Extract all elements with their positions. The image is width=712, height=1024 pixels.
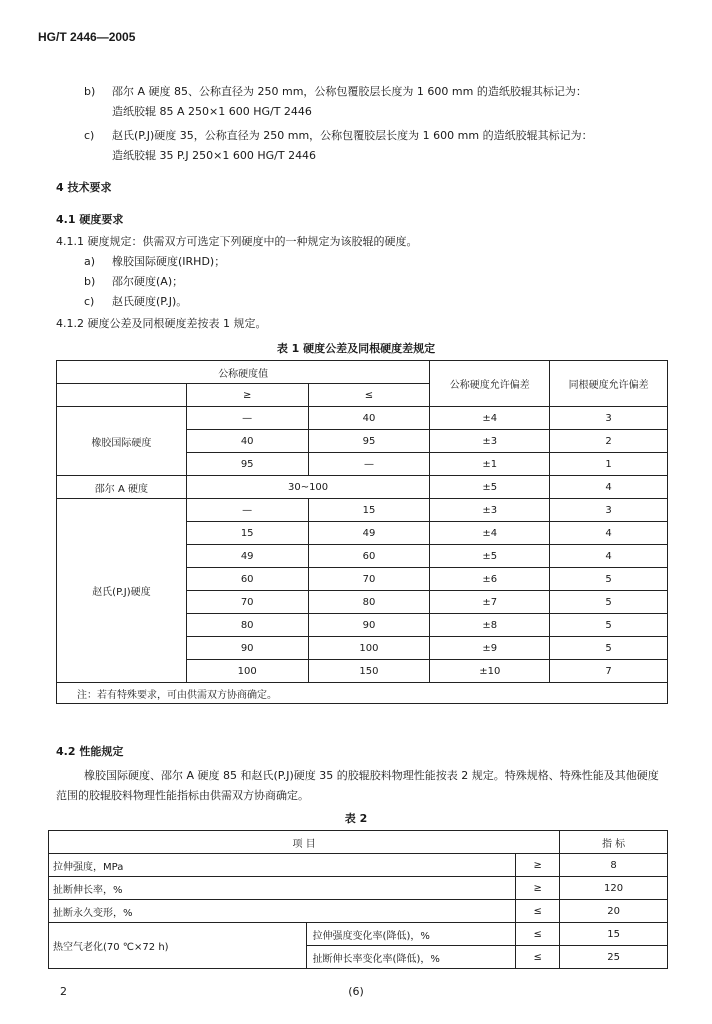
pj-label: 赵氏(P.J)硬度 <box>57 499 187 683</box>
cell: ±4 <box>430 407 550 430</box>
table-row <box>49 900 668 923</box>
item-c-text: 赵氏(P.J)硬度 35，公称直径为 250 mm，公称包覆胶层长度为 1 600 mm 的造纸胶辊其标记为： <box>112 129 593 142</box>
th-index: 指 标 <box>560 831 668 854</box>
standard-header: HG/T 2446—2005 <box>38 30 136 44</box>
row-cmp: ≤ <box>516 900 560 923</box>
table-row <box>57 683 668 704</box>
cell: 4 <box>550 522 668 545</box>
item-c-marking: 造纸胶辊 35 P.J 250×1 600 HG/T 2446 <box>112 149 317 162</box>
list-b-text: 邵尔硬度(A)； <box>112 275 184 288</box>
para-4-2: 橡胶国际硬度、邵尔 A 硬度 85 和赵氏(P.J)硬度 35 的胶辊胶料物理性能按表 2 规定。特殊规格、特殊性能及其他硬度范围的胶辊胶料物理性能指标由供需双方协商确定。 <box>56 769 659 802</box>
irhd-label: 橡胶国际硬度 <box>57 407 187 476</box>
row-name: 拉伸强度，MPa <box>49 854 516 877</box>
cell: 60 <box>186 568 308 591</box>
cell: 80 <box>308 591 430 614</box>
cell: ±9 <box>430 637 550 660</box>
table1-note: 注：若有特殊要求，可由供需双方协商确定。 <box>57 683 668 704</box>
row-val: 25 <box>560 946 668 969</box>
section-4-title: 4 技术要求 <box>56 181 112 194</box>
table-row <box>49 877 668 900</box>
table-row <box>57 499 668 522</box>
cell: ±10 <box>430 660 550 683</box>
page-number-left: 2 <box>60 985 67 998</box>
cell: 100 <box>186 660 308 683</box>
section-4-2-title: 4.2 性能规定 <box>56 745 124 758</box>
cell: 49 <box>308 522 430 545</box>
cell: — <box>186 499 308 522</box>
cell: 90 <box>308 614 430 637</box>
row-cmp: ≤ <box>516 923 560 946</box>
row-val: 15 <box>560 923 668 946</box>
cell: ±5 <box>430 545 550 568</box>
cell: ±8 <box>430 614 550 637</box>
cell: — <box>308 453 430 476</box>
item-c-mark: c) <box>84 129 95 142</box>
table-row <box>57 407 668 430</box>
row-val: 120 <box>560 877 668 900</box>
table-row <box>57 476 668 499</box>
cell: 1 <box>550 453 668 476</box>
item-b-marking: 造纸胶辊 85 A 250×1 600 HG/T 2446 <box>112 105 312 118</box>
list-c-mark: c) <box>84 295 95 308</box>
th-item: 项 目 <box>49 831 560 854</box>
cell: 5 <box>550 637 668 660</box>
aging-label: 热空气老化(70 ℃×72 h) <box>49 923 307 969</box>
cell: ±7 <box>430 591 550 614</box>
row-name: 扯断伸长率，% <box>49 877 516 900</box>
row-name: 拉伸强度变化率(降低)，% <box>306 923 516 946</box>
cell: ±3 <box>430 499 550 522</box>
th-nominal: 公称硬度值 <box>57 361 430 384</box>
cell: 4 <box>550 476 668 499</box>
table2-caption: 表 2 <box>344 812 368 825</box>
th-same-roll: 同根硬度允许偏差 <box>550 361 668 407</box>
cell: 4 <box>550 545 668 568</box>
row-val: 8 <box>560 854 668 877</box>
cell: 80 <box>186 614 308 637</box>
row-name: 扯断伸长率变化率(降低)，% <box>306 946 516 969</box>
table1-caption: 表 1 硬度公差及同根硬度差规定 <box>276 342 436 355</box>
para-4-1-2: 4.1.2 硬度公差及同根硬度差按表 1 规定。 <box>56 317 267 330</box>
cell: 70 <box>186 591 308 614</box>
cell: ±4 <box>430 522 550 545</box>
th-le: ≤ <box>308 384 430 407</box>
list-a-mark: a) <box>84 255 96 268</box>
cell: 60 <box>308 545 430 568</box>
cell: 100 <box>308 637 430 660</box>
row-name: 扯断永久变形，% <box>49 900 516 923</box>
shore-label: 邵尔 A 硬度 <box>57 476 187 499</box>
section-4-1-title: 4.1 硬度要求 <box>56 213 124 226</box>
row-cmp: ≥ <box>516 877 560 900</box>
cell: ±3 <box>430 430 550 453</box>
cell: 3 <box>550 499 668 522</box>
page-number-center: (6) <box>348 985 364 998</box>
cell: 7 <box>550 660 668 683</box>
cell: 5 <box>550 568 668 591</box>
cell: 40 <box>308 407 430 430</box>
cell: 95 <box>186 453 308 476</box>
cell: — <box>186 407 308 430</box>
list-a-text: 橡胶国际硬度(IRHD)； <box>112 255 226 268</box>
item-b-text: 邵尔 A 硬度 85、公称直径为 250 mm，公称包覆胶层长度为 1 600 mm 的造纸胶辊其标记为： <box>112 85 587 98</box>
th-tolerance: 公称硬度允许偏差 <box>430 361 550 407</box>
cell: 150 <box>308 660 430 683</box>
table-row <box>49 923 668 946</box>
cell: ±5 <box>430 476 550 499</box>
row-val: 20 <box>560 900 668 923</box>
cell: ±1 <box>430 453 550 476</box>
shore-range: 30~100 <box>186 476 430 499</box>
cell: 5 <box>550 591 668 614</box>
cell: 90 <box>186 637 308 660</box>
cell: 49 <box>186 545 308 568</box>
cell: 70 <box>308 568 430 591</box>
cell: 15 <box>308 499 430 522</box>
cell: 2 <box>550 430 668 453</box>
cell: 15 <box>186 522 308 545</box>
hardness-table <box>56 360 668 704</box>
cell: 40 <box>186 430 308 453</box>
row-cmp: ≥ <box>516 854 560 877</box>
table-row <box>57 361 668 384</box>
para-4-1-1: 4.1.1 硬度规定：供需双方可选定下列硬度中的一种规定为该胶辊的硬度。 <box>56 235 418 248</box>
properties-table <box>48 830 668 969</box>
th-ge: ≥ <box>186 384 308 407</box>
cell: 95 <box>308 430 430 453</box>
table-row <box>49 831 668 854</box>
cell: ±6 <box>430 568 550 591</box>
table-row <box>49 854 668 877</box>
row-cmp: ≤ <box>516 946 560 969</box>
list-b-mark: b) <box>84 275 96 288</box>
cell: 3 <box>550 407 668 430</box>
item-b-mark: b) <box>84 85 96 98</box>
th-blank <box>57 384 187 407</box>
list-c-text: 赵氏硬度(P.J)。 <box>112 295 188 308</box>
cell: 5 <box>550 614 668 637</box>
